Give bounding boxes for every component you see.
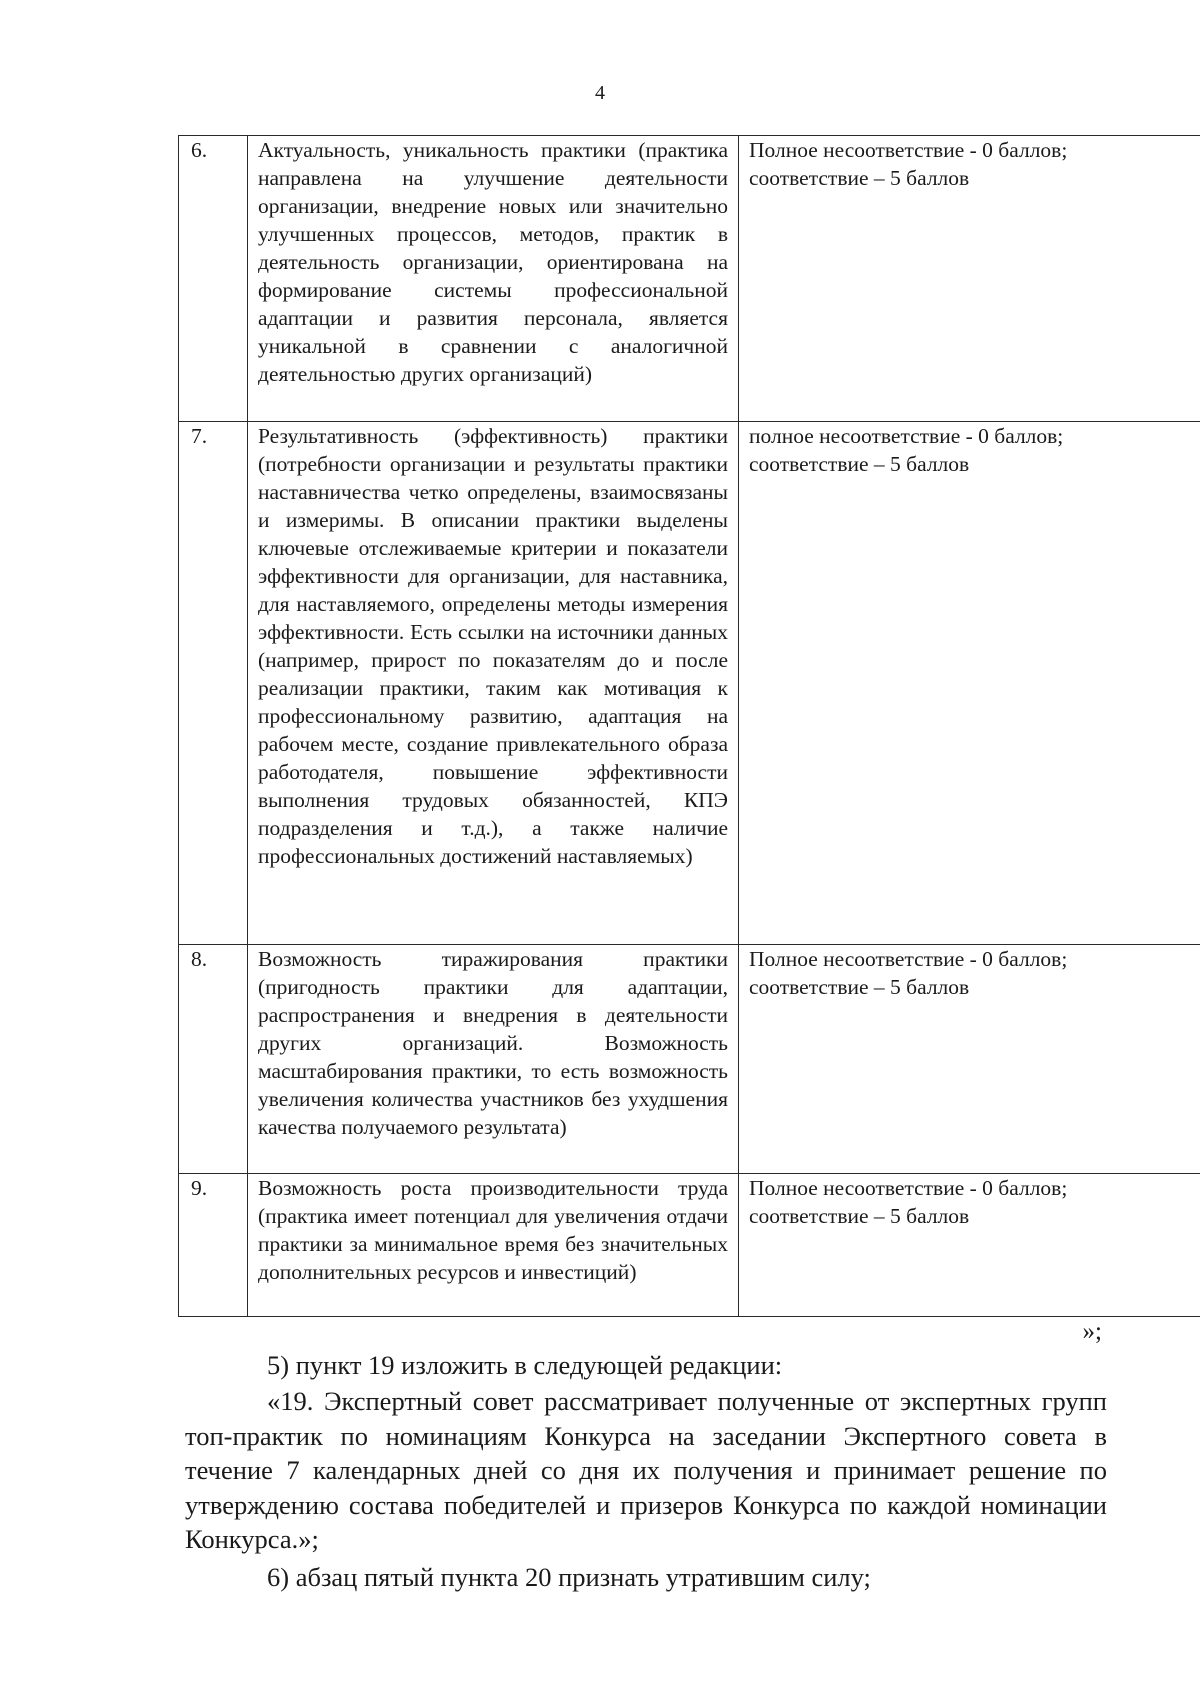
paragraph-item-6: 6) абзац пятый пункта 20 признать утратившим силу; — [267, 1562, 871, 1592]
paragraph-point-19: «19. Экспертный совет рассматривает полученные от экспертных групп топ-практик по номинациям Конкурса на заседании Экспертного совета в течение 7 календарных дней со дня их получения и принимает решение по утверждению состава победителей и призеров Конкурса по каждой номинации Конкурса.»; — [185, 1386, 1107, 1554]
table-row — [179, 136, 1200, 422]
score-match: соответствие – 5 баллов — [749, 452, 970, 476]
score-match: соответствие – 5 баллов — [749, 975, 970, 999]
row-number: 9. — [179, 1174, 248, 1317]
closing-quote: »; — [1082, 1318, 1102, 1345]
score-cell — [739, 1174, 1200, 1317]
score-no-match: Полное несоответствие - 0 баллов; — [749, 138, 1068, 162]
score-no-match: полное несоответствие - 0 баллов; — [749, 424, 1064, 448]
row-number: 8. — [179, 945, 248, 1174]
table-row — [179, 422, 1200, 945]
criterion-text: Возможность тиражирования практики (пригодность практики для адаптации, распространения и внедрения в деятельности других организаций. Возможность масштабирования практики, то есть возможность увеличения количества участников без ухудшения качества получаемого результата) — [248, 945, 739, 1174]
table-row — [179, 945, 1200, 1174]
row-number: 7. — [179, 422, 248, 945]
score-cell — [739, 422, 1200, 945]
score-no-match: Полное несоответствие - 0 баллов; — [749, 1176, 1068, 1200]
paragraph-item-5: 5) пункт 19 изложить в следующей редакции: — [267, 1350, 783, 1380]
row-number: 6. — [179, 136, 248, 422]
score-cell — [739, 136, 1200, 422]
score-match: соответствие – 5 баллов — [749, 166, 970, 190]
criterion-text: Результативность (эффективность) практики (потребности организации и результаты практики наставничества четко определены, взаимосвязаны и измеримы. В описании практики выделены ключевые отслеживаемые критерии и показатели эффективности для организации, для наставника, для наставляемого, определены методы измерения эффективности. Есть ссылки на источники данных (например, прирост по показателям до и после реализации практики, таким как мотивация к профессиональному развитию, адаптация на рабочем месте, создание привлекательного образа работодателя, повышение эффективности выполнения трудовых обязанностей, КПЭ подразделения и т.д.), а также наличие профессиональных достижений наставляемых) — [248, 422, 739, 945]
table-row — [179, 1174, 1200, 1317]
criteria-table — [178, 135, 1200, 1317]
criterion-text: Актуальность, уникальность практики (практика направлена на улучшение деятельности организации, внедрение новых или значительно улучшенных процессов, методов, практик в деятельность организации, ориентирована на формирование системы профессиональной адаптации и развития персонала, является уникальной в сравнении с аналогичной деятельностью других организаций) — [248, 136, 739, 422]
score-cell — [739, 945, 1200, 1174]
score-no-match: Полное несоответствие - 0 баллов; — [749, 947, 1068, 971]
page-number: 4 — [595, 82, 605, 104]
score-match: соответствие – 5 баллов — [749, 1204, 970, 1228]
criterion-text: Возможность роста производительности труда (практика имеет потенциал для увеличения отдачи практики за минимальное время без значительных дополнительных ресурсов и инвестиций) — [248, 1174, 739, 1317]
